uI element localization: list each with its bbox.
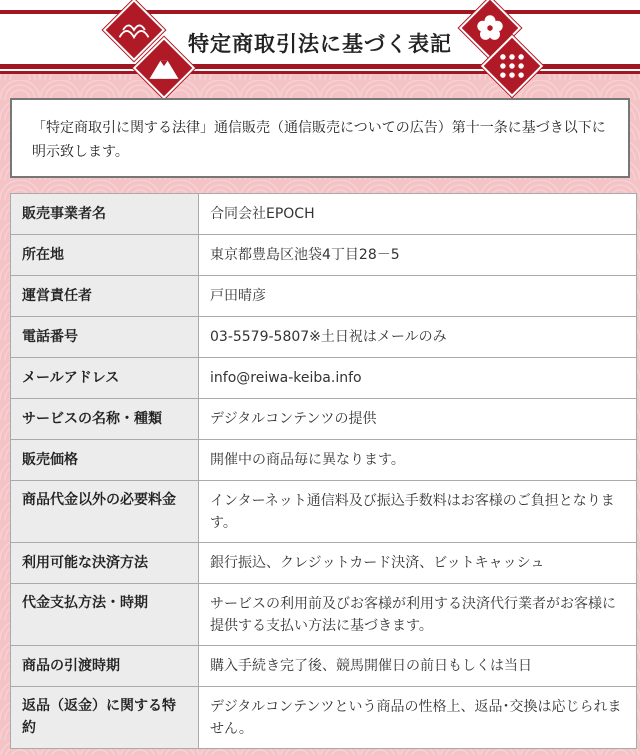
row-label: 電話番号: [11, 317, 199, 358]
table-row: [11, 194, 637, 235]
header-bottom-rule-thin: [0, 71, 640, 74]
row-value: 開催中の商品毎に異なります。: [199, 440, 637, 481]
table-row: [11, 646, 637, 687]
table-row: [11, 276, 637, 317]
row-value: サービスの利用前及びお客様が利用する決済代行業者がお客様に提供する支払い方法に基づきます。: [199, 584, 637, 646]
row-label: 商品代金以外の必要料金: [11, 481, 199, 543]
legal-info-table: [10, 193, 637, 749]
table-row: [11, 235, 637, 276]
row-value: デジタルコンテンツの提供: [199, 399, 637, 440]
row-label: 販売事業者名: [11, 194, 199, 235]
table-row: [11, 543, 637, 584]
row-label: 商品の引渡時期: [11, 646, 199, 687]
row-value: 戸田晴彦: [199, 276, 637, 317]
row-label: 返品（返金）に関する特約: [11, 687, 199, 749]
row-label: 運営責任者: [11, 276, 199, 317]
row-label: サービスの名称・種類: [11, 399, 199, 440]
table-row: [11, 399, 637, 440]
email-link[interactable]: info@reiwa-keiba.info: [199, 358, 637, 399]
table-row: [11, 584, 637, 646]
table-row: [11, 358, 637, 399]
table-row: [11, 317, 637, 358]
row-value: 03-5579-5807※土日祝はメールのみ: [199, 317, 637, 358]
table-row: [11, 481, 637, 543]
row-value: デジタルコンテンツという商品の性格上、返品･交換は応じられません。: [199, 687, 637, 749]
row-label: メールアドレス: [11, 358, 199, 399]
row-value: 銀行振込、クレジットカード決済、ビットキャッシュ: [199, 543, 637, 584]
table-row: [11, 687, 637, 749]
page-header: [0, 0, 640, 80]
row-label: 利用可能な決済方法: [11, 543, 199, 584]
header-bottom-rule: [0, 64, 640, 69]
row-value: 合同会社EPOCH: [199, 194, 637, 235]
row-value: 東京都豊島区池袋4丁目28－5: [199, 235, 637, 276]
row-label: 代金支払方法・時期: [11, 584, 199, 646]
page-title: 特定商取引法に基づく表記: [188, 32, 452, 56]
table-row: [11, 440, 637, 481]
header-top-rule: [0, 10, 640, 14]
row-label: 販売価格: [11, 440, 199, 481]
intro-text: 「特定商取引に関する法律」通信販売（通信販売についての広告）第十一条に基づき以下に明示致します。: [10, 98, 630, 178]
row-value: 購入手続き完了後、競馬開催日の前日もしくは当日: [199, 646, 637, 687]
row-label: 所在地: [11, 235, 199, 276]
row-value: インターネット通信料及び振込手数料はお客様のご負担となります。: [199, 481, 637, 543]
